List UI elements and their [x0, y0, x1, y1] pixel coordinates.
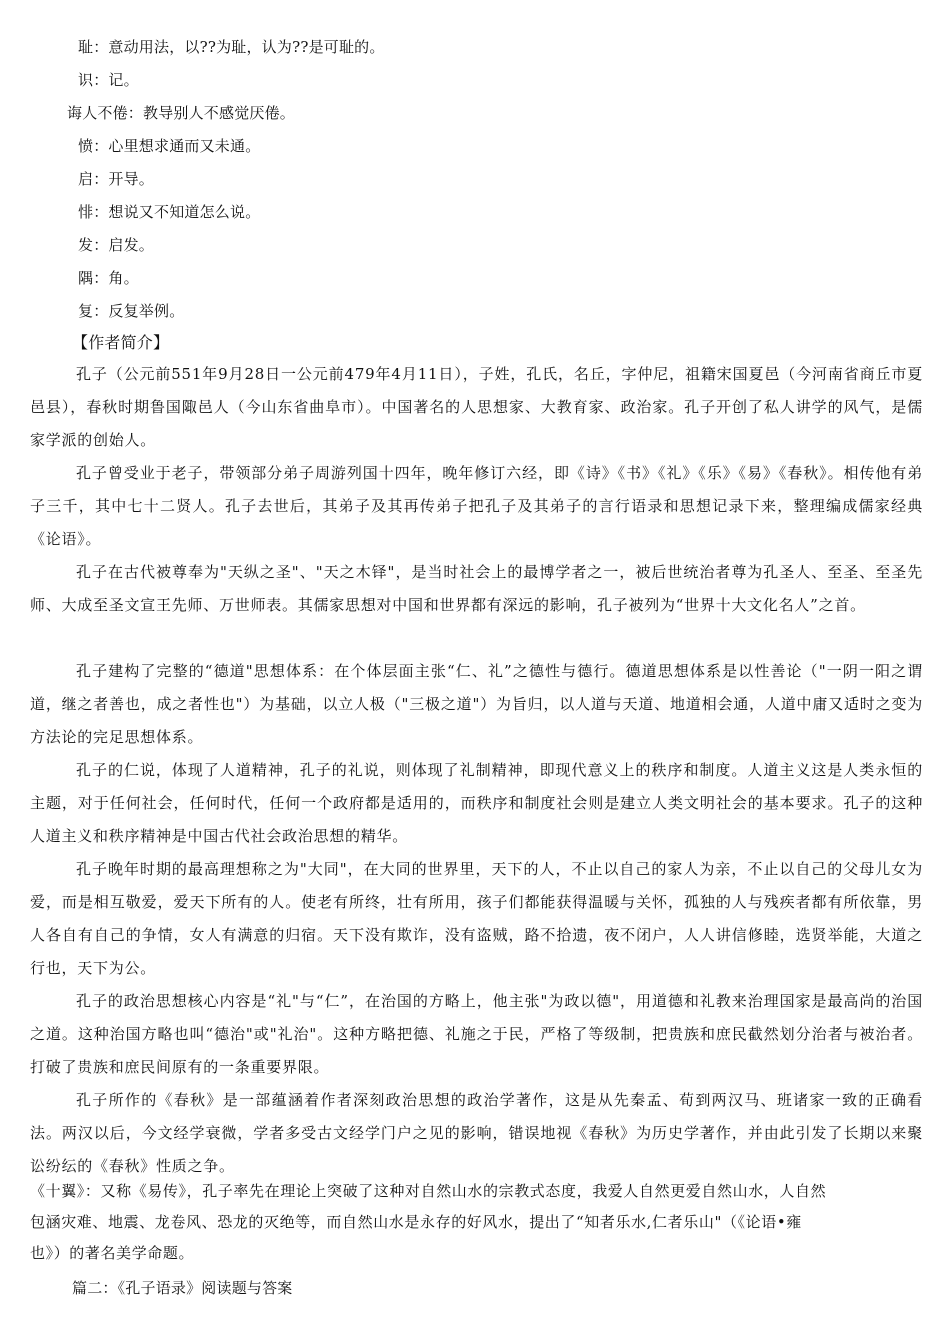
section-heading: 【作者简介】: [72, 333, 170, 352]
gloss-fen: 愤：心里想求通而又未通。: [78, 137, 261, 155]
footer-title: 篇二：《孔子语录》阅读题与答案: [72, 1279, 293, 1297]
paragraph-dedao: 孔子建构了完整的“德道"思想体系：在个体层面主张“仁、礼”之德性与德行。德道思想体系是以性善论（"一阴一阳之谓道，继之者善也，成之者性也"）为基础，以立人极（"三极之道"）为旨归，以人道与天道、地道相会通，人道中庸又适时之变为方法论的完足思想体系。: [30, 662, 923, 746]
shiyi-line-3: 也》）的著名美学命题。: [30, 1244, 195, 1262]
paragraph-teacher: 孔子曾受业于老子，带领部分弟子周游列国十四年，晚年修订六经，即《诗》《书》《礼》《乐》《易》《春秋》。相传他有弟子三千，其中七十二贤人。孔子去世后，其弟子及其再传弟子把孔子及其弟子的言行语录和思想记录下来，整理编成儒家经典《论语》。: [30, 464, 923, 548]
paragraph-ren-li: 孔子的仁说，体现了人道精神，孔子的礼说，则体现了礼制精神，即现代意义上的秩序和制度。人道主义这是人类永恒的主题，对于任何社会，任何时代，任何一个政府都是适用的，而秩序和制度社会则是建立人类文明社会的基本要求。孔子的这种人道主义和秩序精神是中国古代社会政治思想的精华。: [30, 761, 923, 845]
gloss-zhi: 识：记。: [78, 71, 139, 89]
paragraph-datong: 孔子晚年时期的最高理想称之为"大同"，在大同的世界里，天下的人，不止以自己的家人为亲，不止以自己的父母儿女为爱，而是相互敬爱，爱天下所有的人。使老有所终，壮有所用，孩子们都能获得温暖与关怀，孤独的人与残疾者都有所依靠，男人各自有自己的争情，女人有满意的归宿。天下没有欺诈，没有盗贼，路不拾遗，夜不闭户，人人讲信修睦，选贤举能，大道之行也，天下为公。: [30, 860, 923, 977]
gloss-chi: 耻：意动用法，以??为耻，认为??是可耻的。: [78, 38, 385, 56]
gloss-fei: 悱：想说又不知道怎么说。: [78, 203, 261, 221]
paragraph-chunqiu: 孔子所作的《春秋》是一部蕴涵着作者深刻政治思想的政治学著作，这是从先秦孟、荀到两汉马、班诸家一致的正确看法。两汉以后，今文经学衰微，学者多受古文经学门户之见的影响，错误地视《春秋》为历史学著作，并由此引发了长期以来聚讼纷纭的《春秋》性质之争。: [30, 1091, 923, 1175]
shiyi-line-1: 《十翼》：又称《易传》，孔子率先在理论上突破了这种对自然山水的宗教式态度，我爱人自然更爱自然山水，人自然: [30, 1182, 827, 1200]
paragraph-intro: 孔子（公元前551年9月28日一公元前479年4月11日），子姓，孔氏，名丘，字仲尼，祖籍宋国夏邑（今河南省商丘市夏邑县），春秋时期鲁国陬邑人（今山东省曲阜市）。中国著名的人思想家、大教育家、政治家。孔子开创了私人讲学的风气，是儒家学派的创始人。: [30, 365, 923, 449]
gloss-fu: 复：反复举例。: [78, 302, 185, 320]
paragraph-sage: 孔子在古代被尊奉为"天纵之圣"、"天之木铎"，是当时社会上的最博学者之一，被后世统治者尊为孔圣人、至圣、至圣先师、大成至圣文宣王先师、万世师表。其儒家思想对中国和世界都有深远的影响，孔子被列为“世界十大文化名人”之首。: [30, 563, 923, 614]
gloss-qi: 启：开导。: [78, 170, 155, 188]
gloss-huiren: 诲人不倦：教导别人不感觉厌倦。: [67, 104, 296, 122]
gloss-fa: 发：启发。: [78, 236, 155, 254]
gloss-yu: 隅：角。: [78, 269, 139, 287]
paragraph-politics: 孔子的政治思想核心内容是“礼"与“仁”，在治国的方略上，他主张"为政以德"，用道德和礼教来治理国家是最高尚的治国之道。这种治国方略也叫“德治"或"礼治"。这种方略把德、礼施之于民，严格了等级制，把贵族和庶民截然划分治者与被治者。打破了贵族和庶民间原有的一条重要界限。: [30, 992, 923, 1076]
shiyi-line-2: 包涵灾难、地震、龙卷风、恐龙的灭绝等，而自然山水是永存的好风水，提出了“知者乐水,仁者乐山"（《论语•雍: [30, 1213, 802, 1231]
